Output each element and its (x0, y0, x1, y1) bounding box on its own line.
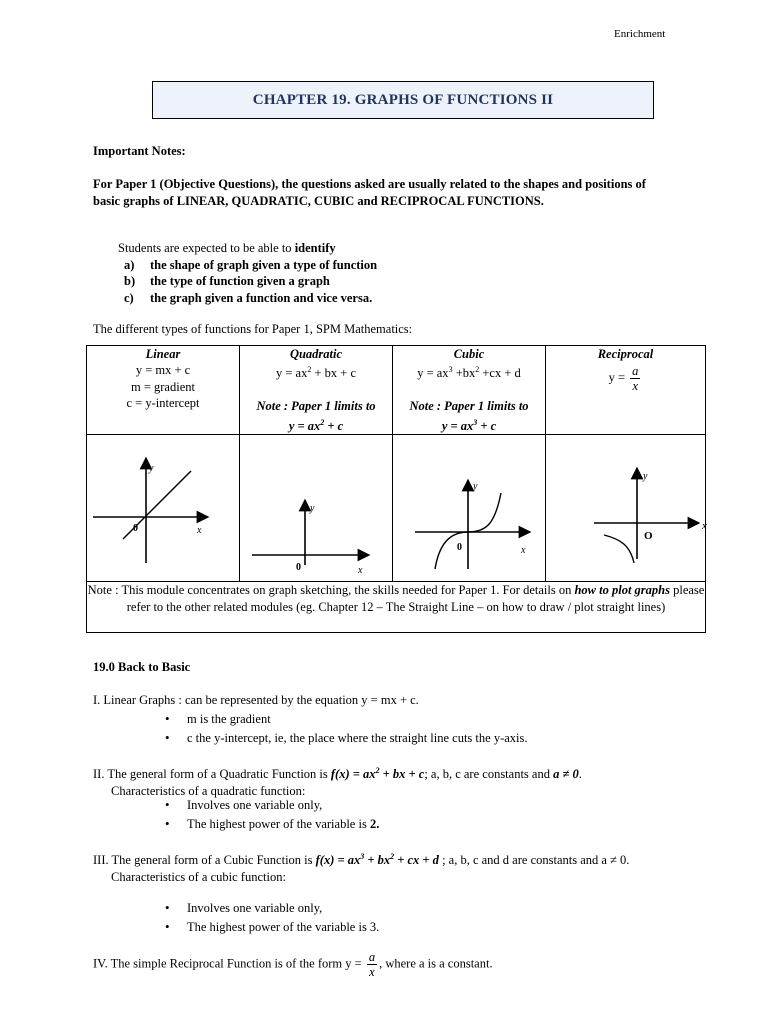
x-label: x (702, 520, 707, 533)
cubic-paragraph: III. The general form of a Cubic Function is $f(x) = ax^3 + bx^2$ + cx + d ; a, b, c and d are constants and a ≠ 0. Characteristics of a cubic function: (93, 849, 683, 885)
chapter-title: CHAPTER 19. GRAPHS OF FUNCTIONS II (152, 81, 654, 119)
linear-bullets (165, 710, 528, 747)
expect-lead: Students are expected to be able to (118, 241, 295, 255)
linear-paragraph: I. Linear Graphs : can be represented by the equation y = mx + c. (93, 693, 419, 707)
reciprocal-curve (604, 535, 634, 563)
section-title: 19.0 Back to Basic (93, 660, 191, 674)
list-item: • The highest power of the variable is 3. (165, 918, 379, 937)
y-label: y (643, 471, 648, 483)
header-tag: Enrichment (614, 28, 666, 40)
origin-label: 0 (133, 523, 138, 535)
x-label: x (521, 545, 526, 557)
cubic-bullets (165, 899, 379, 936)
list-item: c) the graph given a function and vice versa. (124, 290, 373, 305)
reciprocal-graph (546, 435, 705, 577)
quadratic-bullets (165, 796, 379, 833)
quadratic-graph (240, 435, 392, 577)
x-label: x (197, 525, 202, 537)
list-item: • Involves one variable only, (165, 899, 379, 918)
y-label: y (473, 481, 478, 493)
quadratic-name: Quadratic (289, 347, 343, 361)
cubic-sub: Characteristics of a cubic function: (111, 869, 286, 884)
quadratic-cell: Quadratic $y = ax^2$ + bx + c Note : Paper 1 limits to $y = ax^2 + c$ (240, 346, 393, 435)
reciprocal-cell: Reciprocal y = $\frac{a}{x}$ (546, 346, 706, 435)
list-item: • Involves one variable only, (165, 796, 379, 815)
reciprocal-paragraph: IV. The simple Reciprocal Function is of the form y = $\frac{a}{x}$ , where a is a constant. (93, 950, 493, 979)
linear-graph-cell (87, 435, 240, 582)
origin-label: 0 (296, 562, 301, 574)
y-label: y (310, 503, 315, 515)
cubic-cell: Cubic $y = ax^3 +bx^2 +cx + d$ Note : Paper 1 limits to $y = ax^3 + c$ (393, 346, 546, 435)
paper1-note: For Paper 1 (Objective Questions), the questions asked are usually related to the shapes and positions of basic graphs of LINEAR, QUADRATIC, CUBIC and RECIPROCAL FUNCTIONS. (93, 177, 646, 208)
origin-label: 0 (457, 542, 462, 554)
quadratic-sub: Characteristics of a quadratic function: (111, 783, 306, 798)
list-item: • m is the gradient (165, 710, 528, 729)
list-item: a) the shape of graph given a type of function (124, 257, 378, 272)
list-item: • The highest power of the variable is 2. (165, 815, 379, 834)
types-intro: The different types of functions for Paper 1, SPM Mathematics: (93, 322, 413, 336)
linear-graph (87, 435, 239, 577)
reciprocal-name: Reciprocal (597, 347, 654, 361)
linear-name: Linear (145, 347, 181, 361)
list-item: • c the y-intercept, ie, the place where the straight line cuts the y-axis. (165, 729, 528, 748)
y-label: y (149, 463, 154, 475)
cubic-graph (393, 435, 545, 577)
module-note: Note : This module concentrates on graph sketching, the skills needed for Paper 1. For details on how to plot graphs please refer to the other related modules (eg. Chapter 12 – The Straight Line – on how to draw / plot straight lines) (87, 582, 706, 633)
x-label: x (358, 565, 363, 577)
cubic-name: Cubic (453, 347, 485, 361)
quadratic-paragraph: II. The general form of a Quadratic Function is $f(x) = ax^2$ + bx + c; a, b, c are constants and a ≠ 0. Characteristics of a quadratic function: (93, 763, 683, 799)
functions-table (86, 345, 706, 633)
reciprocal-graph-cell (546, 435, 706, 582)
linear-cell: Linear y = mx + c m = gradient c = y-intercept (87, 346, 240, 435)
cubic-graph-cell (393, 435, 546, 582)
expect-list (118, 257, 678, 307)
list-item: b) the type of function given a graph (124, 274, 330, 288)
expect-lead-bold: identify (294, 241, 336, 255)
origin-label: O (644, 530, 653, 543)
quadratic-graph-cell (240, 435, 393, 582)
expectations (118, 240, 678, 306)
notes-heading: Important Notes: (93, 144, 186, 158)
